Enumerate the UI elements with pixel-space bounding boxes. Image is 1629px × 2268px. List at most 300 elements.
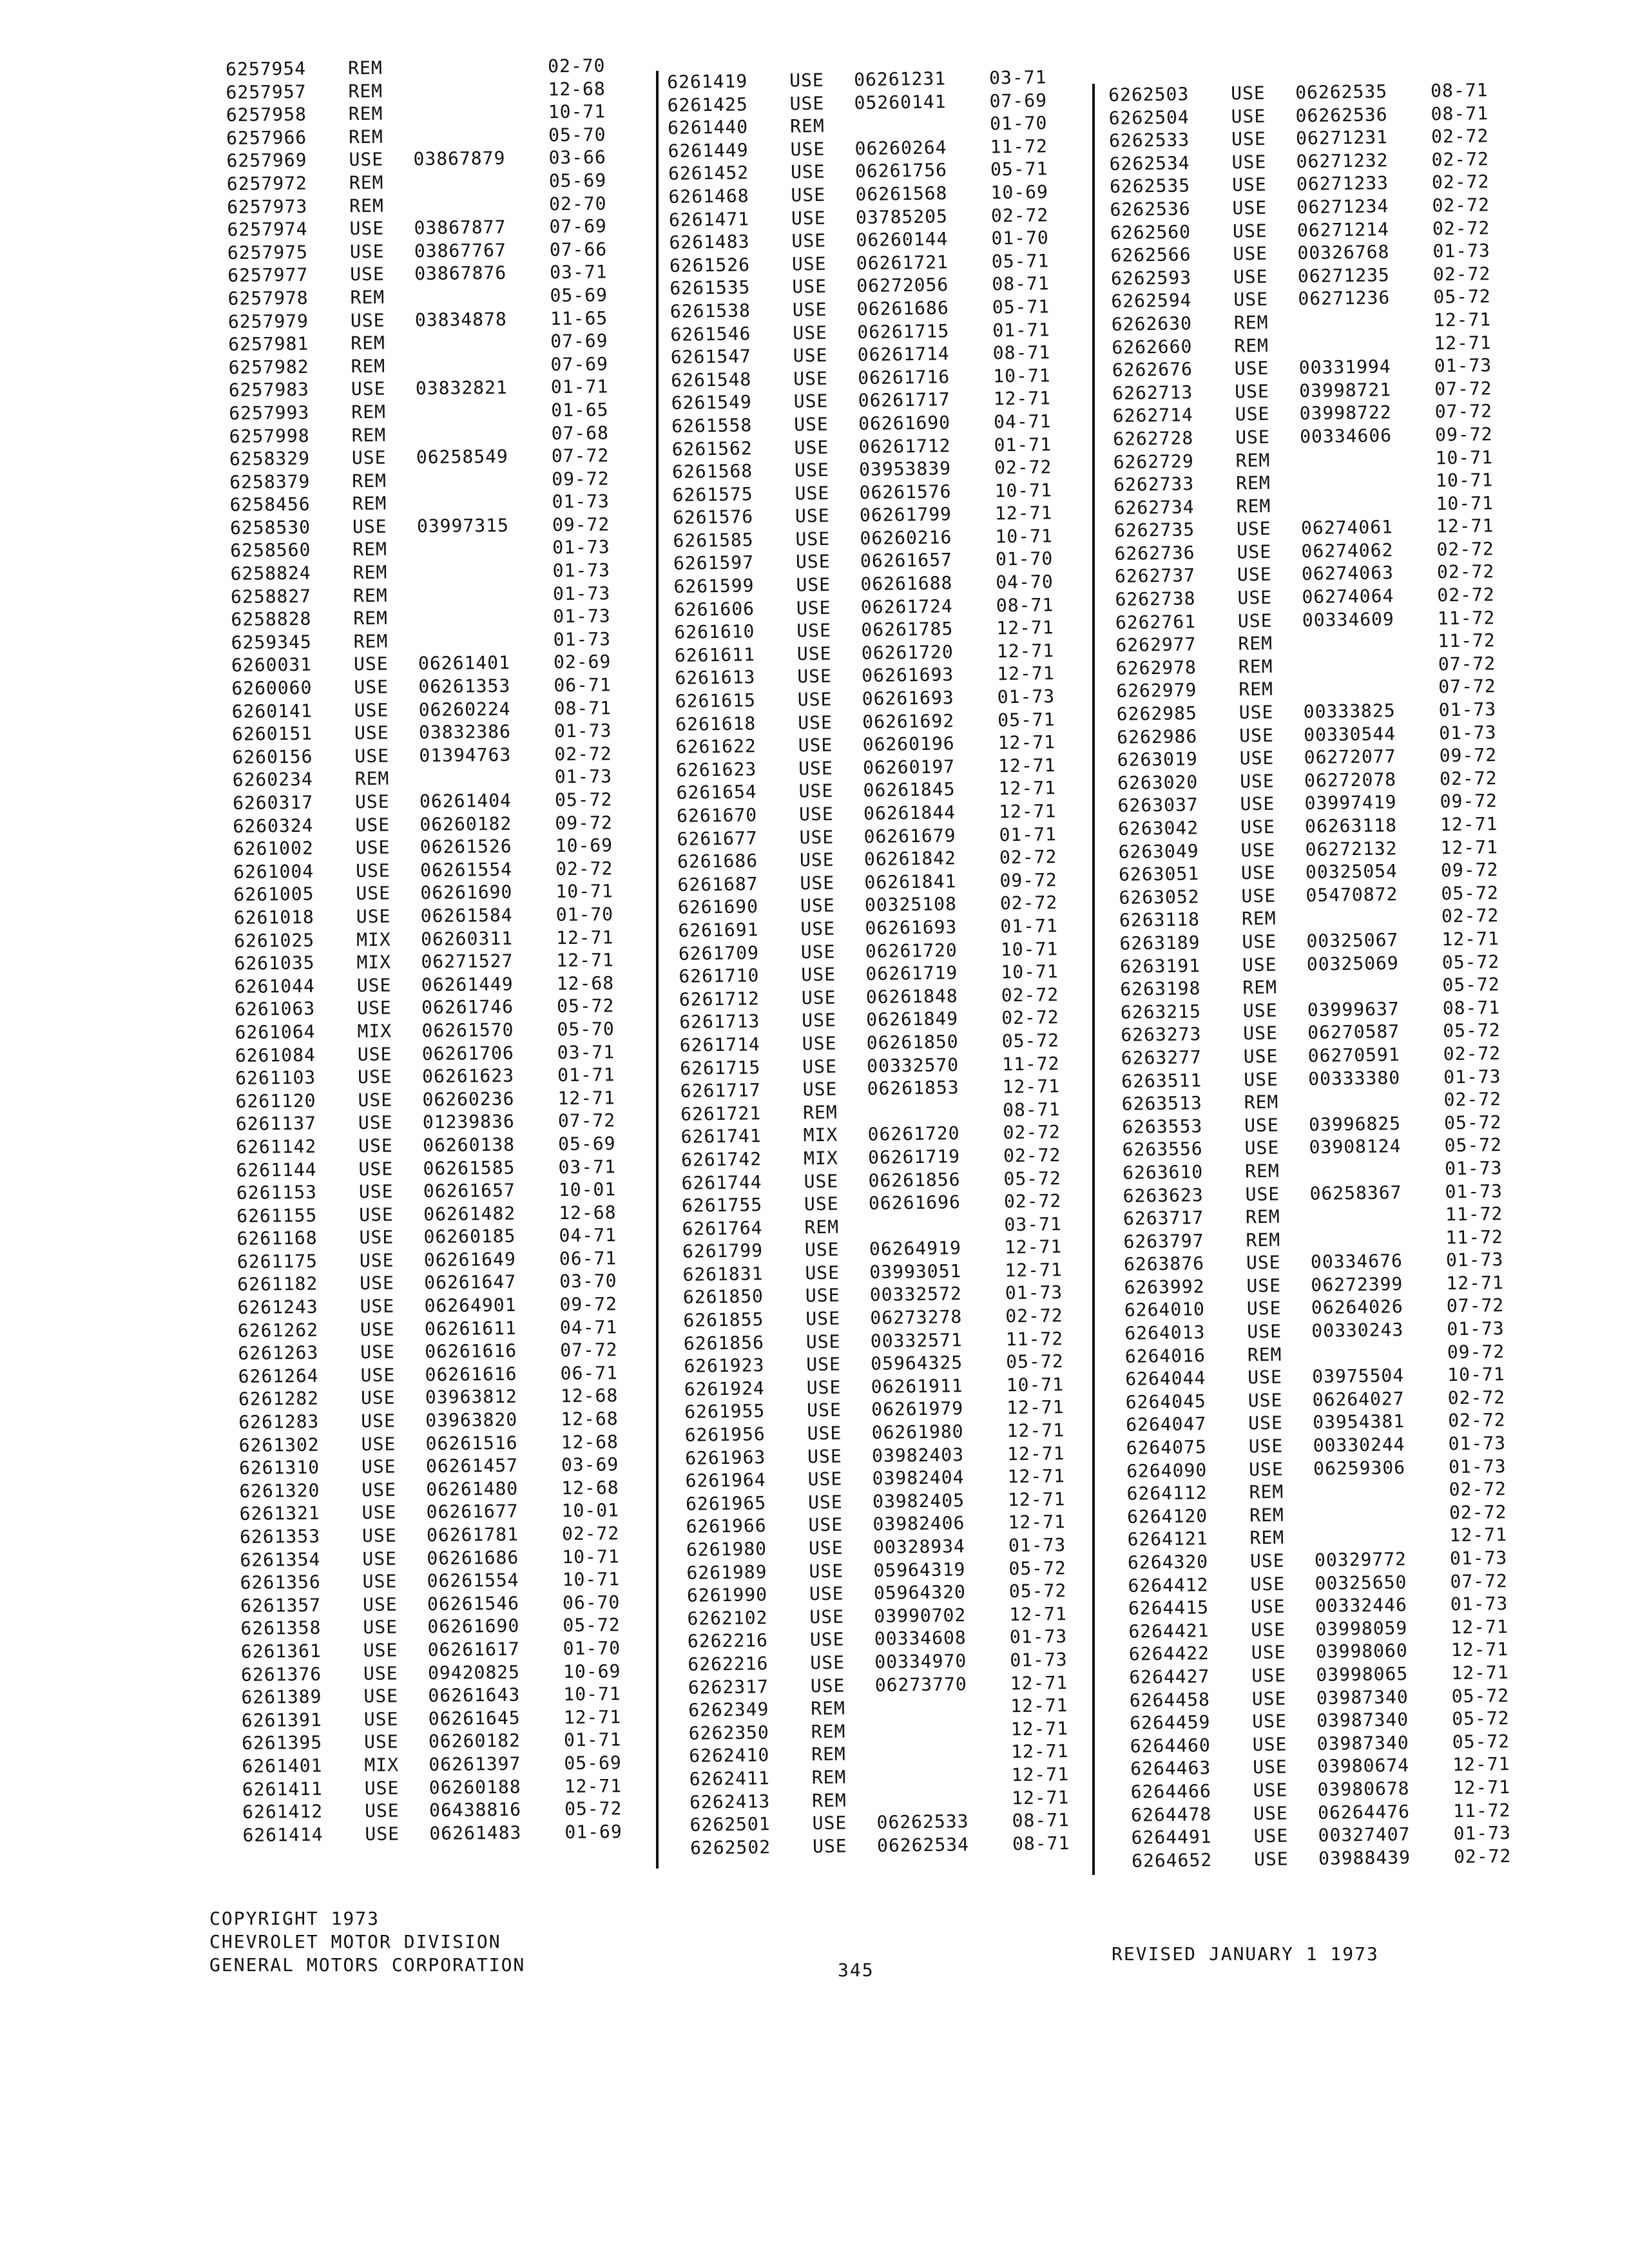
list-item [228, 352, 641, 380]
replacement-part: 06272056 [856, 274, 949, 297]
action-code: USE [1253, 1756, 1288, 1778]
list-item [226, 54, 638, 81]
list-item [235, 1086, 648, 1113]
replacement-part: 06261677 [426, 1501, 519, 1523]
replacement-part: 03867879 [413, 148, 506, 170]
replacement-part: 03785205 [855, 205, 949, 228]
part-number: 6262413 [689, 1790, 771, 1813]
date-code: 01-73 [1005, 1282, 1063, 1304]
action-code: USE [1242, 999, 1278, 1022]
replacement-part: 06263118 [1304, 814, 1398, 838]
date-code: 01-70 [995, 548, 1054, 570]
action-code: USE [795, 482, 830, 505]
replacement-part: 06272078 [1304, 769, 1397, 791]
part-number: 6260324 [233, 814, 314, 837]
date-code: 01-73 [1449, 1547, 1508, 1570]
part-number: 6261956 [684, 1423, 766, 1446]
action-code: USE [1252, 1710, 1287, 1733]
replacement-part: 06261404 [419, 789, 512, 812]
action-code: MIX [356, 928, 391, 950]
replacement-part: 06273770 [874, 1673, 967, 1696]
replacement-part: 05964320 [873, 1581, 967, 1604]
part-number: 6262503 [1108, 83, 1190, 106]
action-code: USE [808, 1537, 843, 1559]
action-code: USE [1235, 426, 1270, 448]
date-code: 07-72 [560, 1339, 618, 1361]
date-code: 07-69 [550, 330, 608, 352]
part-number: 6261361 [240, 1640, 322, 1662]
action-code: USE [790, 161, 825, 183]
replacement-part: 03980674 [1316, 1754, 1410, 1778]
action-code: USE [791, 253, 827, 275]
action-code: USE [796, 642, 832, 665]
replacement-part: 00329772 [1314, 1548, 1407, 1571]
date-code: 12-68 [561, 1477, 619, 1499]
list-item [240, 1544, 652, 1571]
date-code: 12-71 [1011, 1786, 1070, 1809]
date-code: 12-71 [1440, 813, 1498, 836]
part-number: 6262536 [1110, 198, 1191, 220]
column-divider-1 [656, 71, 659, 1869]
action-code: REM [804, 1216, 840, 1238]
action-code: USE [798, 757, 833, 780]
part-number: 6261955 [684, 1400, 766, 1423]
replacement-part: 06261720 [861, 641, 954, 664]
date-code: 11-72 [1437, 606, 1496, 629]
part-number: 6261568 [671, 460, 753, 483]
part-number: 6262560 [1110, 220, 1191, 244]
action-code: USE [793, 322, 828, 344]
replacement-part: 06261645 [428, 1707, 521, 1729]
replacement-part: 06271233 [1296, 172, 1389, 195]
action-code: REM [811, 1766, 847, 1789]
replacement-part: 06274061 [1300, 516, 1394, 539]
part-number: 6261856 [683, 1331, 765, 1354]
replacement-part: 00334970 [874, 1650, 967, 1673]
replacement-part: 03975504 [1312, 1365, 1405, 1388]
replacement-part: 03963812 [425, 1386, 517, 1408]
date-code: 05-72 [1442, 974, 1500, 996]
date-code: 01-71 [999, 823, 1057, 845]
date-code: 01-70 [555, 903, 614, 926]
part-number: 6261741 [680, 1125, 762, 1148]
replacement-part: 03832821 [415, 377, 508, 399]
action-code: USE [799, 826, 834, 849]
action-code: USE [349, 149, 384, 171]
action-code: USE [354, 791, 390, 813]
date-code: 02-72 [999, 892, 1058, 914]
replacement-part: 06261706 [421, 1042, 514, 1064]
action-code: USE [358, 1180, 394, 1203]
date-code: 10-71 [1001, 961, 1059, 983]
part-number: 6261924 [684, 1378, 766, 1400]
action-code: USE [1239, 770, 1275, 793]
part-number: 6263051 [1118, 863, 1200, 886]
date-code: 02-72 [1003, 1190, 1062, 1213]
part-number: 6261449 [668, 139, 749, 162]
action-code: USE [1241, 885, 1277, 907]
action-code: REM [350, 286, 385, 309]
replacement-part: 06261844 [863, 802, 956, 825]
replacement-part: 06261353 [418, 675, 511, 698]
date-code: 11-72 [1452, 1799, 1511, 1821]
list-item [242, 1820, 655, 1847]
date-code: 12-71 [1441, 928, 1499, 950]
date-code: 10-01 [558, 1178, 617, 1201]
replacement-part: 06261979 [871, 1398, 964, 1421]
part-number: 6257977 [227, 264, 309, 287]
part-number: 6257981 [228, 332, 309, 356]
date-code: 01-73 [553, 605, 611, 628]
replacement-part: 06258367 [1309, 1181, 1402, 1204]
list-item [236, 1224, 649, 1251]
replacement-part: 00334676 [1310, 1250, 1403, 1273]
replacement-part: 06260311 [420, 927, 514, 950]
part-number: 6261282 [238, 1388, 320, 1410]
list-item [239, 1453, 651, 1480]
date-code: 12-71 [1010, 1740, 1069, 1763]
part-number: 6261356 [240, 1571, 321, 1594]
part-number: 6262985 [1116, 702, 1198, 725]
part-number: 6263717 [1123, 1207, 1204, 1229]
date-code: 02-72 [1441, 905, 1499, 927]
date-code: 10-71 [562, 1568, 621, 1591]
action-code: REM [811, 1720, 846, 1743]
date-code: 06-71 [554, 674, 612, 697]
part-number: 6262349 [688, 1698, 769, 1721]
replacement-part: 03999637 [1307, 997, 1400, 1021]
replacement-part: 06261568 [855, 182, 948, 206]
part-number: 6261412 [242, 1800, 323, 1823]
date-code: 12-71 [1010, 1671, 1068, 1694]
date-code: 01-69 [564, 1820, 622, 1843]
list-item [239, 1476, 651, 1503]
action-code: USE [793, 390, 829, 412]
action-code: USE [1248, 1458, 1284, 1480]
action-code: USE [1231, 151, 1267, 173]
part-number: 6262410 [689, 1744, 770, 1767]
date-code: 05-72 [1433, 285, 1491, 308]
list-item [231, 628, 644, 655]
replacement-part: 06273278 [870, 1306, 963, 1329]
column-divider-2 [1092, 84, 1095, 1875]
part-number: 6264120 [1126, 1504, 1208, 1528]
replacement-part: 00325108 [864, 893, 958, 916]
replacement-part: 06261546 [427, 1592, 520, 1615]
replacement-part: 00330243 [1311, 1319, 1404, 1342]
action-code: USE [805, 1331, 841, 1352]
action-code: USE [791, 229, 827, 252]
part-number: 6261855 [683, 1309, 764, 1331]
replacement-part: 06262533 [876, 1811, 969, 1834]
part-number: 6257957 [226, 81, 307, 103]
part-number: 6261321 [239, 1503, 320, 1525]
date-code: 02-72 [1447, 1386, 1506, 1409]
part-number: 6261686 [677, 850, 758, 873]
replacement-part: 06261690 [858, 412, 951, 435]
date-code: 11-72 [1438, 629, 1496, 652]
list-item [242, 1705, 654, 1732]
list-item [231, 559, 643, 586]
replacement-part: 06261616 [425, 1363, 517, 1385]
date-code: 05-72 [556, 995, 615, 1017]
date-code: 01-71 [994, 433, 1052, 456]
part-number: 6261850 [682, 1285, 764, 1309]
part-number: 6261483 [669, 231, 750, 254]
date-code: 02-72 [561, 1523, 620, 1545]
replacement-part: 06261231 [853, 68, 947, 91]
date-code: 01-73 [1453, 1822, 1512, 1845]
part-number: 6261980 [686, 1538, 767, 1561]
replacement-part: 06264027 [1312, 1388, 1405, 1410]
action-code: REM [1238, 655, 1273, 678]
date-code: 01-73 [553, 628, 612, 651]
part-number: 6261264 [238, 1365, 319, 1387]
action-code: REM [1236, 495, 1271, 517]
date-code: 08-71 [992, 273, 1050, 295]
action-code: USE [1243, 1045, 1278, 1068]
date-code: 05-72 [1441, 950, 1500, 973]
action-code: USE [361, 1456, 396, 1478]
date-code: 01-73 [1445, 1249, 1504, 1271]
part-number: 6259345 [231, 631, 312, 653]
part-number: 6261965 [685, 1492, 767, 1515]
action-code: USE [793, 367, 829, 390]
list-item [227, 238, 640, 265]
date-code: 05-72 [1451, 1684, 1510, 1707]
replacement-part: 06264476 [1317, 1800, 1411, 1823]
date-code: 04-70 [996, 571, 1054, 593]
part-number: 6261613 [675, 666, 756, 689]
part-number: 6261035 [234, 952, 315, 975]
action-code: USE [804, 1238, 840, 1261]
replacement-part: 09420825 [427, 1661, 521, 1684]
date-code: 12-71 [998, 800, 1057, 823]
action-code: USE [789, 92, 825, 115]
date-code: 08-71 [554, 697, 612, 719]
action-code: USE [802, 1078, 838, 1100]
part-number: 6263049 [1118, 840, 1199, 863]
corporation-line: GENERAL MOTORS CORPORATION [209, 1954, 526, 1975]
action-code: USE [358, 1135, 393, 1157]
replacement-part: 00332571 [870, 1329, 963, 1352]
part-number: 6261709 [678, 941, 760, 965]
replacement-part: 06271232 [1296, 149, 1389, 172]
replacement-part: 03998722 [1299, 401, 1392, 425]
action-code: REM [811, 1697, 846, 1720]
part-number: 6263797 [1123, 1229, 1204, 1253]
date-code: 02-72 [1432, 263, 1491, 285]
part-number: 6262535 [1109, 175, 1191, 198]
replacement-part: 06261576 [859, 480, 952, 503]
replacement-part: 06260216 [860, 526, 952, 550]
date-code: 08-71 [996, 593, 1054, 617]
part-number: 6261535 [670, 276, 751, 300]
action-code: USE [1240, 839, 1276, 861]
date-code: 03-71 [988, 66, 1047, 89]
action-code: REM [348, 102, 383, 125]
action-code: USE [806, 1353, 842, 1376]
date-code: 04-71 [993, 410, 1052, 433]
date-code: 09-72 [1439, 744, 1498, 767]
list-item [240, 1522, 652, 1549]
part-number: 6262411 [689, 1767, 770, 1790]
action-code: REM [802, 1101, 838, 1124]
action-code: USE [1232, 220, 1268, 242]
part-number: 6264045 [1125, 1390, 1207, 1413]
part-number: 6261354 [240, 1548, 321, 1571]
part-number: 6261717 [680, 1079, 761, 1102]
action-code: USE [1250, 1595, 1286, 1618]
action-code: USE [810, 1675, 845, 1696]
action-code: USE [1233, 289, 1269, 311]
list-item [227, 169, 639, 196]
replacement-part: 06274063 [1301, 562, 1394, 585]
date-code: 12-71 [1010, 1717, 1069, 1740]
part-number: 6257998 [229, 425, 310, 447]
part-number: 6263623 [1123, 1184, 1204, 1207]
action-code: USE [1240, 816, 1275, 838]
replacement-part: 03954381 [1313, 1410, 1405, 1434]
part-number: 6263277 [1121, 1046, 1202, 1069]
part-number: 6263191 [1119, 954, 1201, 977]
action-code: USE [796, 597, 831, 619]
action-code: USE [361, 1479, 397, 1501]
action-code: REM [1249, 1504, 1284, 1526]
replacement-part: 06261693 [862, 664, 954, 687]
replacement-part: 00334609 [1302, 608, 1394, 631]
part-number: 6261137 [235, 1113, 317, 1135]
part-number: 6261575 [672, 483, 753, 506]
replacement-part: 00331994 [1298, 356, 1391, 379]
action-code: REM [349, 126, 383, 148]
list-item [241, 1682, 653, 1709]
part-number: 6261755 [681, 1194, 763, 1216]
replacement-part: 00330544 [1304, 722, 1396, 745]
part-number: 6258560 [230, 539, 311, 562]
date-code: 12-68 [559, 1201, 617, 1224]
action-code: USE [792, 298, 827, 321]
replacement-part: 06260197 [862, 756, 956, 778]
action-code: USE [361, 1501, 397, 1524]
part-number: 6261715 [680, 1056, 761, 1079]
part-number: 6262216 [687, 1629, 769, 1653]
date-code: 12-68 [556, 972, 615, 994]
date-code: 05-72 [1006, 1350, 1064, 1373]
action-code: USE [360, 1295, 395, 1318]
date-code: 01-73 [1432, 240, 1490, 262]
part-number: 6262733 [1113, 473, 1195, 496]
part-number: 6261585 [673, 529, 754, 552]
part-number: 6262630 [1111, 312, 1193, 335]
part-number: 6261623 [675, 758, 757, 781]
part-number: 6260151 [231, 722, 313, 745]
replacement-part: 06261781 [426, 1523, 519, 1546]
date-code: 01-71 [550, 376, 609, 398]
list-item [238, 1361, 650, 1389]
replacement-part: 03867767 [414, 239, 506, 262]
replacement-part: 06261457 [425, 1454, 519, 1477]
part-number: 6262533 [1108, 129, 1190, 152]
date-code: 12-71 [555, 926, 614, 948]
list-item [238, 1407, 651, 1434]
part-number: 6261389 [241, 1686, 322, 1709]
list-item [234, 903, 646, 930]
action-code: USE [363, 1616, 398, 1639]
part-number: 6261044 [234, 975, 316, 997]
date-code: 09-72 [1447, 1340, 1505, 1363]
part-number: 6261018 [233, 906, 314, 928]
part-number: 6262729 [1113, 450, 1194, 473]
action-code: REM [1249, 1481, 1284, 1503]
replacement-part: 06261720 [865, 939, 958, 962]
date-code: 05-71 [992, 296, 1050, 318]
action-code: USE [360, 1318, 395, 1340]
date-code: 12-71 [564, 1774, 622, 1797]
date-code: 02-69 [553, 651, 612, 673]
action-code: USE [793, 344, 828, 367]
action-code: USE [798, 803, 834, 825]
replacement-part: 06261724 [860, 595, 953, 618]
action-code: USE [364, 1777, 400, 1799]
part-number: 6263273 [1121, 1023, 1202, 1046]
action-code: USE [350, 263, 385, 285]
part-number: 6262501 [689, 1813, 771, 1836]
date-code: 10-71 [563, 1683, 621, 1706]
action-code: USE [360, 1273, 395, 1294]
part-number: 6261526 [669, 254, 751, 276]
date-code: 01-65 [551, 399, 609, 421]
replacement-part: 05964319 [873, 1558, 966, 1581]
list-item [233, 834, 646, 861]
part-number: 6261654 [676, 781, 757, 804]
date-code: 01-71 [992, 318, 1050, 341]
part-number: 6257958 [226, 103, 307, 126]
date-code: 11-72 [1445, 1225, 1503, 1248]
date-code: 12-71 [1446, 1272, 1504, 1294]
date-code: 02-72 [555, 858, 613, 879]
date-code: 01-71 [563, 1729, 622, 1751]
action-code: USE [1231, 128, 1266, 150]
action-code: USE [812, 1812, 847, 1834]
part-number: 6264047 [1126, 1413, 1207, 1436]
date-code: 03-71 [1004, 1213, 1062, 1235]
part-number: 6261144 [236, 1158, 317, 1181]
date-code: 02-72 [1439, 767, 1498, 790]
action-code: REM [1249, 1527, 1285, 1549]
list-item [230, 535, 642, 562]
part-number: 6261989 [686, 1561, 767, 1584]
date-code: 07-72 [557, 1110, 616, 1132]
date-code: 02-72 [1001, 1006, 1059, 1029]
date-code: 08-71 [1012, 1809, 1070, 1832]
part-number: 6261606 [673, 597, 755, 620]
part-number: 6262504 [1108, 106, 1190, 129]
part-number: 6261283 [238, 1410, 320, 1433]
date-code: 12-71 [1007, 1419, 1065, 1442]
date-code: 12-71 [1009, 1602, 1067, 1626]
date-code: 11-72 [1002, 1052, 1060, 1075]
action-code: USE [360, 1364, 396, 1386]
part-number: 6261168 [236, 1227, 318, 1250]
replacement-part: 06260185 [423, 1225, 516, 1248]
list-item [226, 100, 639, 127]
list-item [233, 879, 646, 907]
list-item [238, 1315, 650, 1342]
replacement-part: 06261657 [423, 1179, 516, 1202]
replacement-part: 06261856 [868, 1168, 961, 1191]
replacement-part: 06272132 [1305, 837, 1398, 860]
